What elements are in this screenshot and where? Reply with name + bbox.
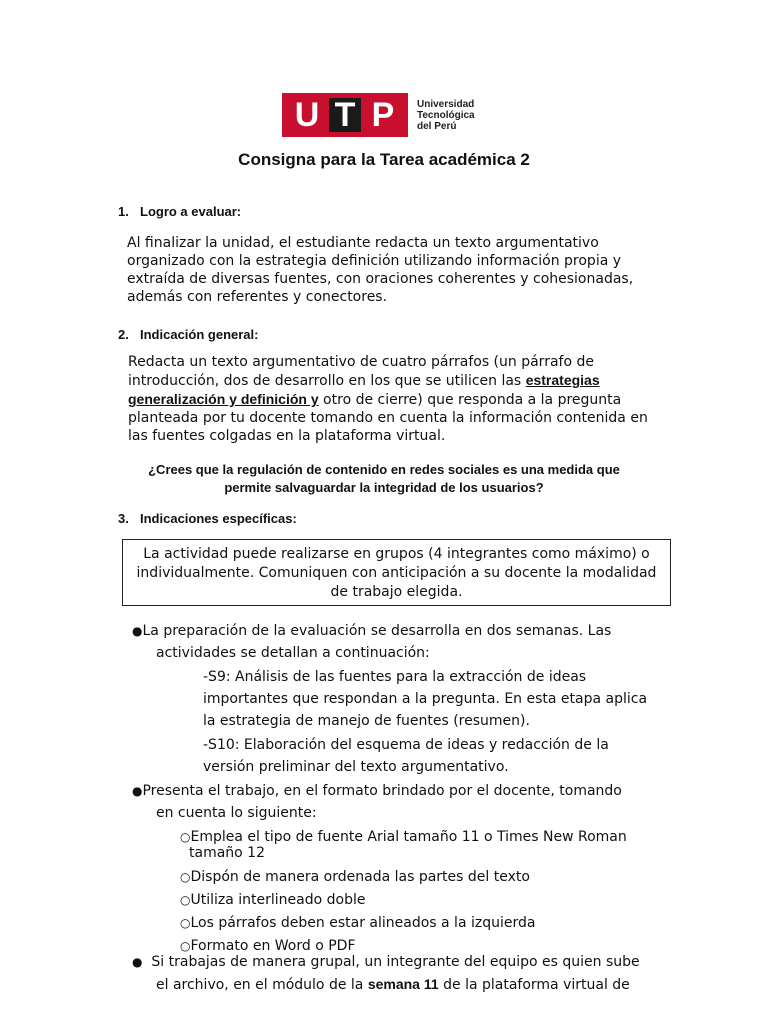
s9-line: importantes que respondan a la pregunta. En esta etapa aplica (203, 691, 648, 707)
sub-bullet-text: Formato en Word o PDF (190, 938, 356, 954)
logo-letter-p: P (371, 95, 395, 134)
group-modality-box (122, 539, 671, 606)
paragraph-line: Redacta un texto argumentativo de cuatro párrafos (un párrafo de (128, 354, 594, 370)
circle-bullet-icon: ○ (180, 893, 191, 907)
underlined-strategy-text: estrategias (525, 372, 600, 388)
bullet-text-continuation: actividades se detallan a continuación: (156, 645, 430, 661)
section-1-paragraph (127, 234, 633, 306)
bullet-item (132, 620, 642, 642)
question-line: permite salvaguardar la integridad de los usuarios? (224, 480, 544, 495)
sub-bullet-text: Dispón de manera ordenada las partes del texto (190, 869, 530, 885)
bullet-item (132, 780, 622, 802)
bullet-text: La preparación de la evaluación se desarrolla en dos semanas. Las (142, 623, 612, 639)
circle-bullet-icon: ○ (180, 870, 191, 884)
paragraph-line: además con referentes y conectores. (127, 289, 388, 305)
paragraph-line: las fuentes colgadas en la plataforma virtual. (128, 428, 446, 444)
bullet-icon: ● (132, 624, 143, 638)
sub-bullet-text: Los párrafos deben estar alineados a la izquierda (190, 915, 536, 931)
section-heading-text: Indicaciones específicas: (140, 511, 297, 526)
paragraph-line (128, 390, 648, 409)
logo-letter-t: T (329, 98, 361, 132)
circle-bullet-icon: ○ (180, 830, 191, 844)
sub-bullet-item (180, 866, 530, 888)
circle-bullet-icon: ○ (180, 916, 191, 930)
section-heading-text: Indicación general: (140, 327, 259, 342)
logo-text-line: Tecnológica (417, 109, 475, 121)
box-line: individualmente. Comuniquen con anticipación a su docente la modalidad (136, 565, 657, 581)
logo-letter-u: U (294, 95, 320, 134)
question-line: ¿Crees que la regulación de contenido en redes sociales es una medida que (148, 462, 620, 477)
sub-bullet-text: Utiliza interlineado doble (190, 892, 366, 908)
bullet-item (132, 951, 640, 973)
s9-line: la estrategia de manejo de fuentes (resumen). (203, 713, 530, 729)
section-number: 2. (118, 327, 129, 342)
section-number: 1. (118, 204, 129, 219)
s10-line: -S10: Elaboración del esquema de ideas y redacción de la (203, 737, 609, 753)
bullet-icon: ● (132, 784, 143, 798)
sub-bullet-item (180, 912, 535, 934)
paragraph-line: extraída de diversas fuentes, con oraciones coherentes y cohesionadas, (127, 271, 634, 287)
paragraph-line: Al finalizar la unidad, el estudiante redacta un texto argumentativo (127, 235, 599, 251)
section-2-heading (118, 327, 258, 342)
underlined-strategy-text: generalización y definición y (128, 391, 319, 407)
circle-bullet-icon: ○ (180, 939, 191, 953)
bold-week-text: semana 11 (367, 976, 439, 992)
section-heading-text: Logro a evaluar: (140, 204, 242, 219)
sub-bullet-text: Emplea el tipo de fuente Arial tamaño 11 o Times New Roman (190, 829, 627, 845)
logo-text-line: del Perú (417, 120, 457, 132)
paragraph-line (128, 371, 648, 390)
logo-text-line: Universidad (417, 98, 475, 110)
logo-university-name (417, 99, 479, 132)
logo-red-block (282, 93, 408, 137)
sub-bullet-continuation: tamaño 12 (189, 845, 265, 861)
page-title: Consigna para la Tarea académica 2 (238, 150, 530, 169)
bullet-text-continuation (156, 973, 630, 996)
paragraph-text: otro de cierre) que responda a la pregunta (318, 392, 622, 408)
bullet-text: el archivo, en el módulo de la (156, 977, 368, 993)
paragraph-line: planteada por tu docente tomando en cuenta la información contenida en (128, 410, 648, 426)
guiding-question (110, 461, 658, 497)
bullet-text: Presenta el trabajo, en el formato brindado por el docente, tomando (142, 783, 622, 799)
sub-bullet-item (180, 889, 365, 911)
box-line: de trabajo elegida. (330, 584, 463, 600)
section-3-heading (118, 511, 297, 526)
bullet-text-continuation: en cuenta lo siguiente: (156, 805, 317, 821)
box-line: La actividad puede realizarse en grupos (4 integrantes como máximo) o (143, 546, 650, 562)
utp-logo (282, 93, 479, 137)
section-2-paragraph (128, 353, 648, 445)
bullet-icon: ● (132, 955, 143, 969)
section-1-heading (118, 204, 241, 219)
bullet-text: Si trabajas de manera grupal, un integrante del equipo es quien sube (151, 954, 640, 970)
s9-line: -S9: Análisis de las fuentes para la extracción de ideas (203, 669, 587, 685)
paragraph-text: introducción, dos de desarrollo en los que se utilicen las (128, 373, 526, 389)
bullet-text: de la plataforma virtual de (438, 977, 630, 993)
section-number: 3. (118, 511, 129, 526)
s10-line: versión preliminar del texto argumentativo. (203, 759, 509, 775)
paragraph-line: organizado con la estrategia definición utilizando información propia y (127, 253, 622, 269)
